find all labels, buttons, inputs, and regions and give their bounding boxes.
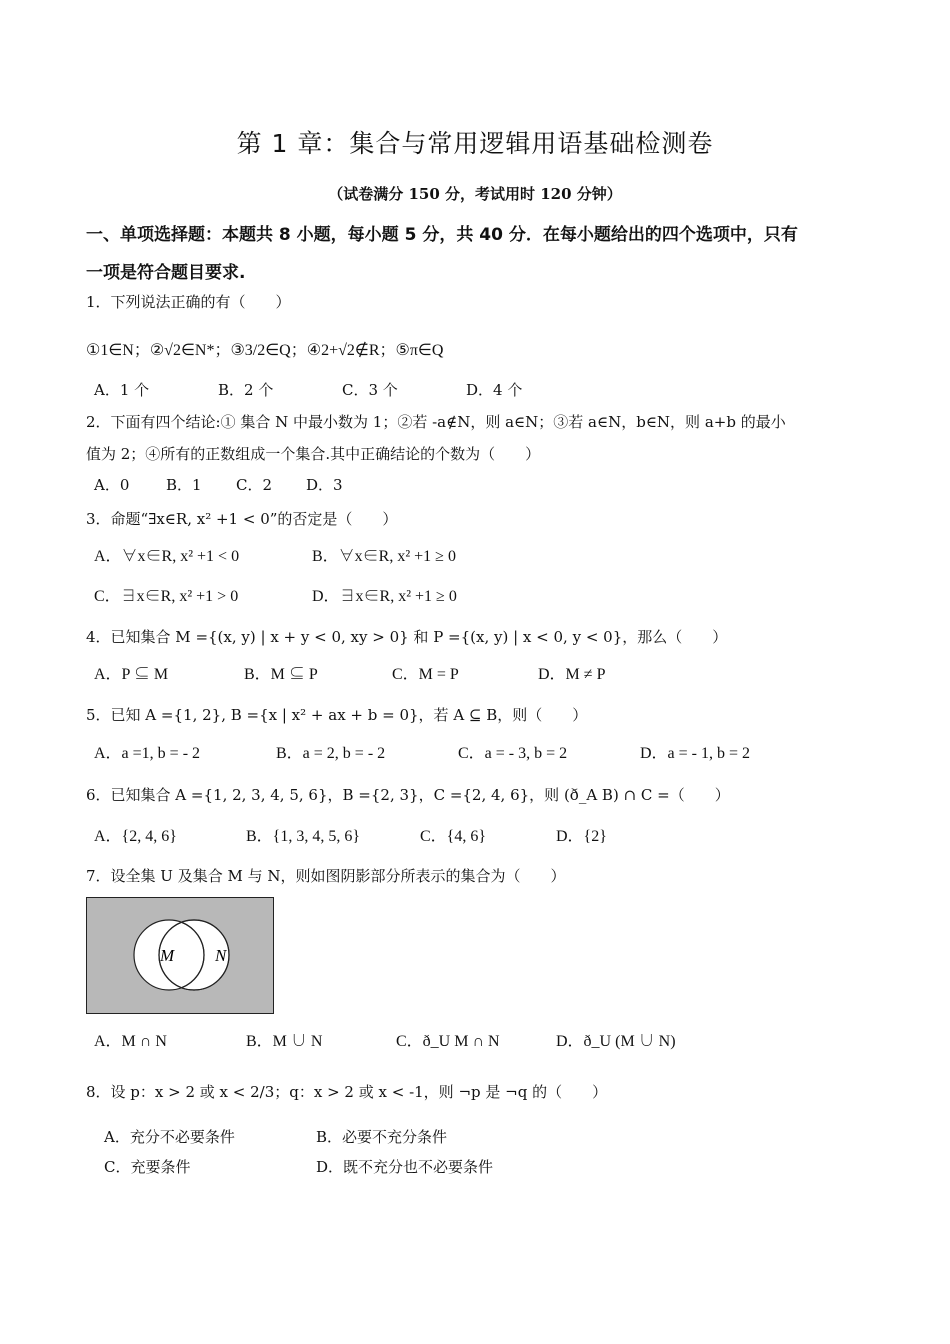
q3-option-a: A．∀x∈R, x² +1 < 0 (94, 548, 240, 565)
q2-stem-line-2: 值为 2；④所有的正数组成一个集合.其中正确结论的个数为（ ） (86, 445, 541, 463)
q1-statements: ①1∈N；②√2∈N*；③3/2∈Q；④2+√2∉R；⑤π∈Q (86, 342, 444, 359)
q4-stem: 4．已知集合 M ={(x, y) | x + y < 0, xy > 0} 和 P ={(x, y) | x < 0, y < 0}，那么（ ） (86, 628, 728, 646)
q5-option-c: C．a = - 3, b = 2 (458, 745, 568, 762)
q8-option-a: A．充分不必要条件 (104, 1128, 235, 1146)
section-heading-line-2: 一项是符合题目要求. (86, 263, 246, 283)
q7-stem: 7．设全集 U 及集合 M 与 N，则如图阴影部分所表示的集合为（ ） (86, 867, 566, 885)
q8-option-c: C．充要条件 (104, 1158, 191, 1176)
venn-diagram (86, 897, 274, 1014)
q6-option-d: D．{2} (556, 828, 607, 845)
q5-option-b: B．a = 2, b = - 2 (276, 745, 386, 762)
q7-option-c: C．ð_U M ∩ N (396, 1033, 500, 1050)
q8-stem: 8．设 p：x > 2 或 x < 2/3；q：x > 2 或 x < -1，则 ¬p 是 ¬q 的（ ） (86, 1083, 608, 1101)
q1-option-a: A．1 个 (94, 381, 150, 399)
q5-stem: 5．已知 A ={1, 2}, B ={x | x² + ax + b = 0}，若 A ⊆ B，则（ ） (86, 706, 588, 724)
q6-option-c: C．{4, 6} (420, 828, 487, 845)
q4-option-b: B．M ⊆ P (244, 666, 318, 683)
q1-option-b: B．2 个 (218, 381, 274, 399)
q7-option-b: B．M ∪ N (246, 1033, 323, 1050)
q4-option-c: C．M = P (392, 666, 459, 683)
q1-option-c: C．3 个 (342, 381, 398, 399)
page-subtitle: （试卷满分 150 分，考试用时 120 分钟） (328, 185, 622, 203)
q2-stem-line-1: 2．下面有四个结论:① 集合 N 中最小数为 1；②若 -a∉N，则 a∈N；③若 a∈N，b∈N，则 a+b 的最小 (86, 413, 786, 431)
q3-option-d: D．∃x∈R, x² +1 ≥ 0 (312, 588, 457, 605)
q8-option-b: B．必要不充分条件 (316, 1128, 448, 1146)
q2-option-a: A．0 (94, 476, 130, 494)
section-heading-line-1: 一、单项选择题：本题共 8 小题，每小题 5 分，共 40 分．在每小题给出的四个选项中，只有 (86, 225, 798, 245)
page-title: 第 1 章：集合与常用逻辑用语基础检测卷 (236, 129, 714, 158)
q6-option-b: B．{1, 3, 4, 5, 6} (246, 828, 361, 845)
q2-option-d: D．3 (306, 476, 343, 494)
q2-option-b: B．1 (166, 476, 202, 494)
q6-option-a: A．{2, 4, 6} (94, 828, 177, 845)
q2-option-c: C．2 (236, 476, 273, 494)
q1-option-d: D．4 个 (466, 381, 523, 399)
q5-option-d: D．a = - 1, b = 2 (640, 745, 751, 762)
venn-label-m: M (160, 946, 175, 965)
q1-stem: 1．下列说法正确的有（ ） (86, 293, 291, 311)
venn-label-n: N (215, 946, 227, 965)
q3-option-c: C．∃x∈R, x² +1 > 0 (94, 588, 239, 605)
q7-option-d: D．ð_U (M ∪ N) (556, 1033, 676, 1050)
q8-option-d: D．既不充分也不必要条件 (316, 1158, 494, 1176)
q3-option-b: B．∀x∈R, x² +1 ≥ 0 (312, 548, 456, 565)
q6-stem: 6．已知集合 A ={1, 2, 3, 4, 5, 6}，B ={2, 3}，C ={2, 4, 6}，则 (ð_A B) ∩ C =（ ） (86, 786, 730, 804)
q4-option-a: A．P ⊆ M (94, 666, 169, 683)
q4-option-d: D．M ≠ P (538, 666, 606, 683)
q3-stem: 3．命题“∃x∈R, x² +1 < 0”的否定是（ ） (86, 510, 398, 528)
q5-option-a: A．a =1, b = - 2 (94, 745, 201, 762)
q7-option-a: A．M ∩ N (94, 1033, 167, 1050)
